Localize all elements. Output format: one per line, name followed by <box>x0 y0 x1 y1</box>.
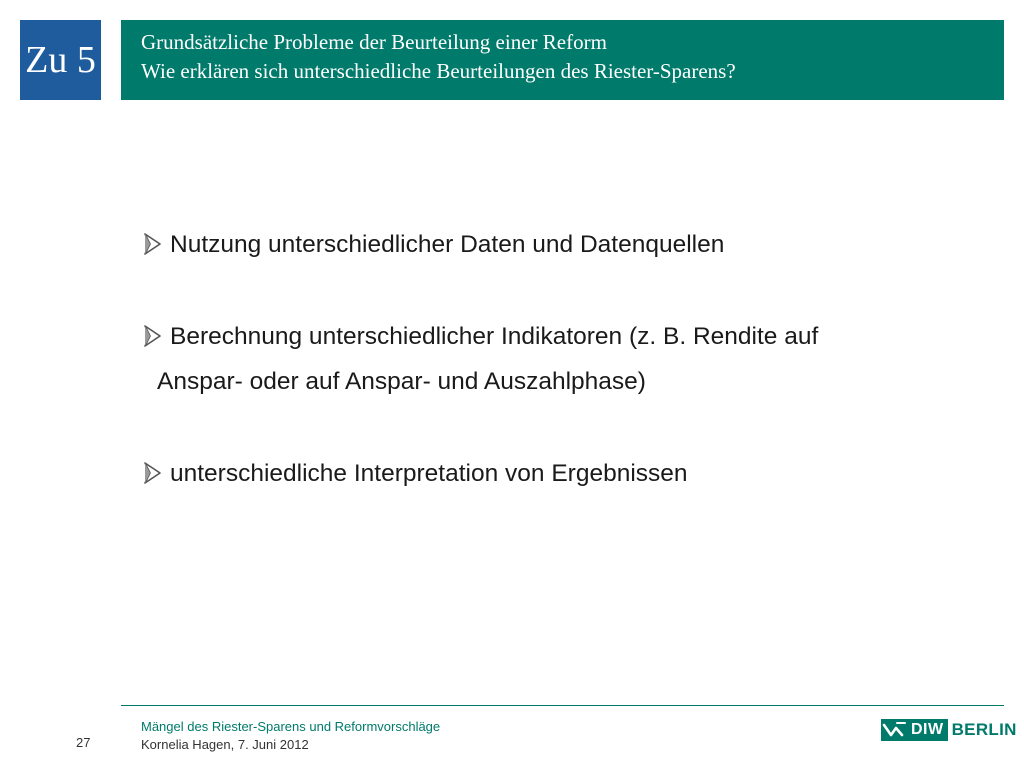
page-number: 27 <box>76 735 91 750</box>
slide-subtitle: Wie erklären sich unterschiedliche Beurteilungen des Riester-Sparens? <box>141 59 736 83</box>
bullet-item-indicators <box>143 314 943 404</box>
bullet-text-continuation: Anspar- oder auf Anspar- und Auszahlphase) <box>157 368 646 395</box>
logo-berlin-text: BERLIN <box>951 720 1017 739</box>
logo-diw-text: DIW <box>907 719 948 741</box>
footer-author-date: Kornelia Hagen, 7. Juni 2012 <box>141 737 309 752</box>
bullet-item-data-sources <box>143 222 943 267</box>
diw-logo-mark-icon <box>881 719 907 741</box>
arrow-bullet-icon <box>143 324 163 348</box>
bullet-list <box>143 222 943 496</box>
bullet-text: Berechnung unterschiedlicher Indikatoren (z. B. Rendite auf <box>170 323 819 350</box>
section-label: Zu 5 <box>25 39 96 81</box>
arrow-bullet-icon <box>143 232 163 256</box>
title-bar <box>121 20 1004 100</box>
footer-presentation-title: Mängel des Riester-Sparens und Reformvorschläge <box>141 719 441 734</box>
diw-berlin-logo <box>881 719 1017 741</box>
bullet-text: Nutzung unterschiedlicher Daten und Datenquellen <box>170 231 725 258</box>
slide-title: Grundsätzliche Probleme der Beurteilung einer Reform <box>141 30 607 54</box>
footer-divider <box>121 705 1004 706</box>
bullet-text: unterschiedliche Interpretation von Ergebnissen <box>170 460 688 487</box>
arrow-bullet-icon <box>143 461 163 485</box>
bullet-item-interpretation <box>143 451 943 496</box>
section-badge <box>20 20 101 100</box>
